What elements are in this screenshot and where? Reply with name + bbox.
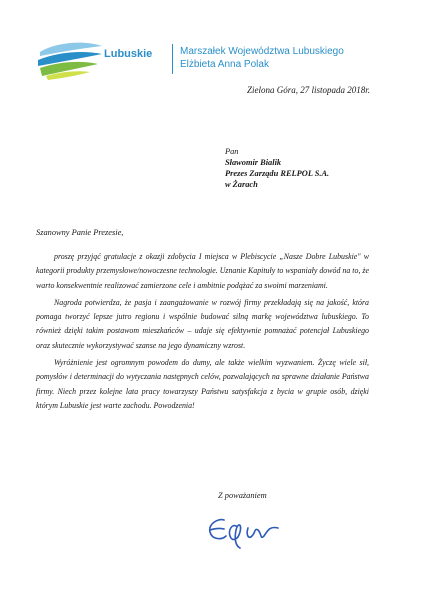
header-divider — [172, 44, 173, 74]
letter-date: Zielona Góra, 27 listopada 2018r. — [246, 85, 370, 95]
lubuskie-logo-icon — [36, 38, 106, 82]
brand-name: Lubuskie — [104, 48, 153, 60]
office-block — [180, 45, 344, 71]
greeting: Szanowny Panie Prezesie, — [36, 228, 124, 237]
letter-body — [36, 250, 369, 416]
office-title: Marszałek Województwa Lubuskiego — [180, 46, 344, 57]
office-name: Elżbieta Anna Polak — [180, 59, 269, 70]
recipient-salutation: Pan — [225, 147, 239, 156]
recipient-block — [225, 146, 329, 190]
paragraph: Wyróżnienie jest ogromnym powodem do dumy, ale także wielkim wyzwaniem. Życzę wiele sił, pomysłów i determinacji do wytyczania następnych celów, pozwalających na sprawne działanie Państwa firmy. Niech przez kolejne lata pracy towarzyszy Państwu satysfakcja z bycia w grupie osób, dzięki którym Lubuskie jest warte zachodu. Powodzenia! — [36, 358, 369, 410]
paragraph: Nagroda potwierdza, że pasja i zaangażowanie w rozwój firmy przekładają się na jakość, która pomaga tworzyć lepsze jutro regionu i wspólnie budować silną markę województwa lubuskiego. To również dzięki takim postawom mieszkańców – udaje się efektywnie pomnażać potencjał Lubuskiego oraz skutecznie wykorzystywać szanse na jego dynamiczny wzrost. — [36, 297, 369, 350]
paragraph: proszę przyjąć gratulacje z okazji zdobycia I miejsca w Plebiscycie „Nasze Dobre Lubuskie" w kategorii produkty przemysłowe/nowoczesne technologie. Uznanie Kapituły to wspaniały dowód na to, że warto konsekwentnie realizować zamierzone cele i ambitnie podążać za swoimi marzeniami. — [36, 252, 369, 290]
recipient-name: Sławomir Bialik — [225, 158, 282, 167]
closing: Z poważaniem — [218, 491, 267, 500]
recipient-location: w Żarach — [225, 180, 258, 189]
recipient-position: Prezes Zarządu RELPOL S.A. — [225, 169, 330, 178]
signature-icon — [196, 510, 300, 550]
